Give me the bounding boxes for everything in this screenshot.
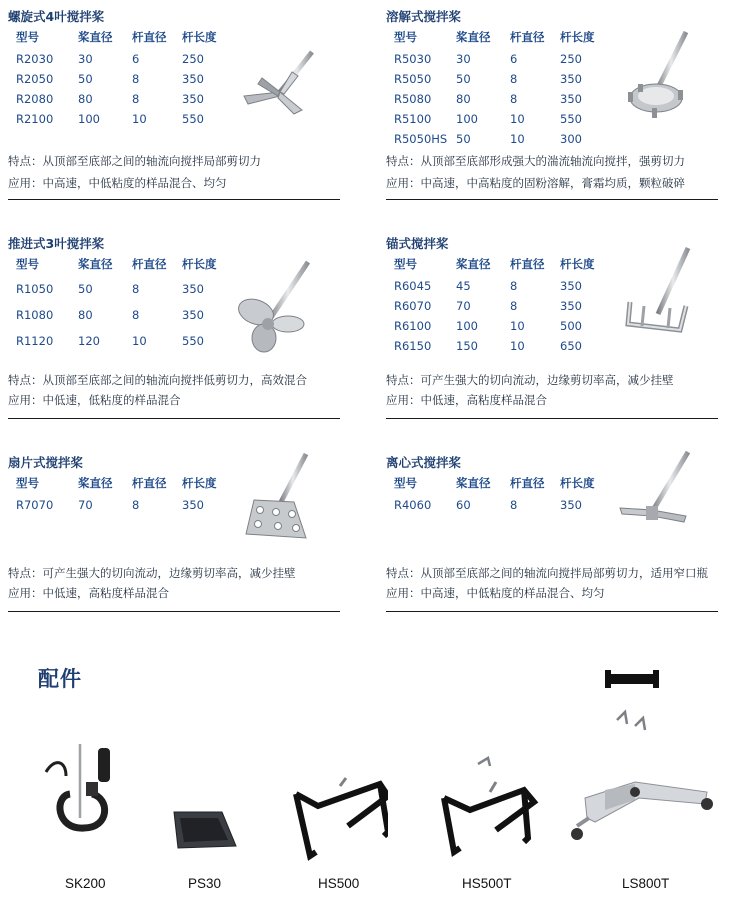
- feature-text: 特点：可产生强大的切向流动，边缘剪切率高，减少挂壁: [386, 373, 674, 387]
- divider: [8, 418, 340, 419]
- cell-impeller-diameter: 30: [456, 52, 471, 66]
- cell-impeller-diameter: 80: [456, 92, 471, 106]
- spec-table: [16, 29, 232, 129]
- cell-shaft-diameter: 10: [132, 112, 147, 126]
- cell-shaft-diameter: 8: [510, 279, 518, 293]
- header-shaft-diameter: 杆直径: [510, 476, 545, 490]
- cell-shaft-diameter: 10: [132, 334, 147, 348]
- table-row: [16, 328, 232, 354]
- cell-model: R5100: [394, 112, 432, 126]
- cell-shaft-length: 350: [560, 72, 582, 86]
- cell-impeller-diameter: 30: [78, 52, 93, 66]
- cell-shaft-length: 550: [560, 112, 582, 126]
- divider: [386, 611, 718, 612]
- header-impeller-diameter: 桨直径: [456, 476, 491, 490]
- cell-shaft-diameter: 8: [132, 92, 140, 106]
- header-impeller-diameter: 桨直径: [456, 257, 491, 271]
- table-row: [16, 302, 232, 328]
- header-impeller-diameter: 桨直径: [78, 257, 113, 271]
- divider: [8, 199, 340, 200]
- header-shaft-length: 杆长度: [560, 30, 595, 44]
- accessory-label-hs500t: HS500T: [462, 876, 512, 891]
- ls800t-image: [565, 650, 720, 860]
- divider: [8, 611, 340, 612]
- hs500t-image: [440, 662, 540, 862]
- table-row: [394, 49, 610, 69]
- cell-shaft-diameter: 8: [510, 498, 518, 512]
- cell-model: R6150: [394, 339, 432, 353]
- accessory-label-sk200: SK200: [65, 876, 106, 891]
- divider: [386, 199, 718, 200]
- header-impeller-diameter: 桨直径: [78, 476, 113, 490]
- cell-shaft-diameter: 8: [132, 72, 140, 86]
- cell-model: R5080: [394, 92, 432, 106]
- cell-shaft-length: 250: [560, 52, 582, 66]
- cell-shaft-length: 350: [182, 72, 204, 86]
- cell-model: R6100: [394, 319, 432, 333]
- header-model: 型号: [394, 476, 417, 490]
- cell-model: R5050HS: [394, 132, 448, 146]
- block-title: 推进式3叶搅拌桨: [8, 236, 105, 251]
- cell-model: R7070: [16, 498, 54, 512]
- spec-header-row: [394, 475, 610, 495]
- cell-shaft-length: 350: [182, 308, 204, 322]
- cell-shaft-diameter: 8: [132, 498, 140, 512]
- cell-shaft-length: 350: [182, 498, 204, 512]
- cell-shaft-length: 350: [182, 282, 204, 296]
- cell-impeller-diameter: 45: [456, 279, 471, 293]
- cell-shaft-length: 250: [182, 52, 204, 66]
- block-title: 扇片式搅拌桨: [8, 455, 84, 470]
- cell-shaft-diameter: 8: [132, 308, 140, 322]
- cell-impeller-diameter: 120: [78, 334, 100, 348]
- header-impeller-diameter: 桨直径: [456, 30, 491, 44]
- header-shaft-length: 杆长度: [182, 30, 217, 44]
- cell-model: R1050: [16, 282, 54, 296]
- application-text: 应用：中高速，中高粘度的固粉溶解，膏霜均质，颗粒破碎: [386, 176, 685, 190]
- cell-shaft-length: 650: [560, 339, 582, 353]
- cell-model: R2050: [16, 72, 54, 86]
- propeller-impeller-image: [232, 258, 317, 358]
- header-shaft-length: 杆长度: [560, 257, 595, 271]
- table-row: [16, 89, 232, 109]
- header-model: 型号: [16, 257, 39, 271]
- cell-shaft-diameter: 10: [510, 112, 525, 126]
- header-shaft-diameter: 杆直径: [510, 257, 545, 271]
- spec-header-row: [16, 475, 232, 495]
- header-shaft-length: 杆长度: [560, 476, 595, 490]
- spec-table: [394, 29, 610, 149]
- block-title: 离心式搅拌桨: [386, 455, 462, 470]
- header-shaft-diameter: 杆直径: [510, 30, 545, 44]
- application-text: 应用：中低速，低粘度的样品混合: [8, 393, 181, 407]
- application-text: 应用：中低速，高粘度样品混合: [8, 586, 169, 600]
- header-model: 型号: [394, 30, 417, 44]
- block-title: 螺旋式4叶搅拌桨: [8, 9, 105, 24]
- anchor-impeller-image: [620, 244, 695, 339]
- feature-text: 特点：从顶部至底部之间的轴流向搅拌低剪切力，高效混合: [8, 373, 307, 387]
- table-row: [16, 109, 232, 129]
- cell-model: R2100: [16, 112, 54, 126]
- spec-header-row: [16, 29, 232, 49]
- centrifugal-impeller-image: [616, 450, 696, 540]
- spec-header-row: [394, 256, 610, 276]
- table-row: [394, 109, 610, 129]
- cell-model: R5030: [394, 52, 432, 66]
- cell-impeller-diameter: 150: [456, 339, 478, 353]
- cell-impeller-diameter: 100: [456, 319, 478, 333]
- divider: [386, 418, 718, 419]
- cell-impeller-diameter: 50: [78, 72, 93, 86]
- cell-model: R2030: [16, 52, 54, 66]
- cell-model: R2080: [16, 92, 54, 106]
- dissolver-impeller-image: [622, 30, 692, 120]
- cell-impeller-diameter: 80: [78, 308, 93, 322]
- cell-shaft-diameter: 8: [510, 92, 518, 106]
- spec-table: [16, 475, 232, 515]
- cell-impeller-diameter: 50: [78, 282, 93, 296]
- cell-impeller-diameter: 100: [456, 112, 478, 126]
- table-row: [394, 316, 610, 336]
- accessory-label-ls800t: LS800T: [622, 876, 670, 891]
- header-shaft-diameter: 杆直径: [132, 476, 167, 490]
- cell-shaft-length: 300: [560, 132, 582, 146]
- fan-blade-impeller-image: [240, 452, 315, 547]
- header-model: 型号: [394, 257, 417, 271]
- cell-impeller-diameter: 100: [78, 112, 100, 126]
- table-row: [394, 129, 610, 149]
- table-row: [16, 495, 232, 515]
- cell-shaft-diameter: 8: [510, 299, 518, 313]
- table-row: [394, 69, 610, 89]
- header-shaft-diameter: 杆直径: [132, 257, 167, 271]
- cell-shaft-length: 500: [560, 319, 582, 333]
- cell-shaft-length: 350: [560, 299, 582, 313]
- header-shaft-length: 杆长度: [182, 476, 217, 490]
- cell-shaft-length: 350: [560, 92, 582, 106]
- accessories-title: 配件: [38, 667, 82, 691]
- cell-impeller-diameter: 60: [456, 498, 471, 512]
- application-text: 应用：中低速，高粘度样品混合: [386, 393, 547, 407]
- cell-impeller-diameter: 80: [78, 92, 93, 106]
- cell-shaft-diameter: 10: [510, 132, 525, 146]
- cell-shaft-diameter: 6: [132, 52, 140, 66]
- spec-header-row: [394, 29, 610, 49]
- sk200-image: [40, 738, 120, 838]
- cell-impeller-diameter: 50: [456, 72, 471, 86]
- table-row: [16, 276, 232, 302]
- block-title: 锚式搅拌桨: [386, 236, 449, 251]
- cell-impeller-diameter: 50: [456, 132, 471, 146]
- cell-model: R1120: [16, 334, 54, 348]
- cell-shaft-diameter: 10: [510, 339, 525, 353]
- cell-shaft-diameter: 6: [510, 52, 518, 66]
- cell-model: R1080: [16, 308, 54, 322]
- header-model: 型号: [16, 30, 39, 44]
- table-row: [16, 69, 232, 89]
- table-row: [394, 89, 610, 109]
- header-shaft-diameter: 杆直径: [132, 30, 167, 44]
- cell-model: R4060: [394, 498, 432, 512]
- cell-model: R6070: [394, 299, 432, 313]
- hs500-image: [288, 666, 388, 866]
- cell-shaft-length: 350: [560, 498, 582, 512]
- ps30-image: [170, 684, 240, 854]
- application-text: 应用：中高速，中低粘度的样品混合、均匀: [8, 176, 227, 190]
- table-row: [16, 49, 232, 69]
- spec-table: [394, 256, 610, 356]
- cell-shaft-length: 550: [182, 334, 204, 348]
- spec-header-row: [16, 256, 232, 276]
- accessory-label-hs500: HS500: [318, 876, 360, 891]
- cell-shaft-length: 350: [560, 279, 582, 293]
- table-row: [394, 296, 610, 316]
- cell-shaft-diameter: 8: [132, 282, 140, 296]
- accessory-label-ps30: PS30: [188, 876, 222, 891]
- feature-text: 特点：从顶部至底部之间的轴流向搅拌局部剪切力: [8, 154, 261, 168]
- header-impeller-diameter: 桨直径: [78, 30, 113, 44]
- table-row: [394, 336, 610, 356]
- header-shaft-length: 杆长度: [182, 257, 217, 271]
- block-title: 溶解式搅拌桨: [386, 9, 462, 24]
- cell-shaft-diameter: 10: [510, 319, 525, 333]
- spiral-impeller-image: [240, 48, 320, 118]
- application-text: 应用：中高速，中低粘度的样品混合、均匀: [386, 586, 605, 600]
- feature-text: 特点：从顶部至底部之间的轴流向搅拌局部剪切力，适用窄口瓶: [386, 566, 708, 580]
- cell-impeller-diameter: 70: [78, 498, 93, 512]
- cell-impeller-diameter: 70: [456, 299, 471, 313]
- header-model: 型号: [16, 476, 39, 490]
- spec-table: [394, 475, 610, 515]
- feature-text: 特点：可产生强大的切向流动，边缘剪切率高，减少挂壁: [8, 566, 296, 580]
- cell-shaft-length: 550: [182, 112, 204, 126]
- cell-shaft-length: 350: [182, 92, 204, 106]
- table-row: [394, 495, 610, 515]
- table-row: [394, 276, 610, 296]
- spec-table: [16, 256, 232, 354]
- cell-model: R6045: [394, 279, 432, 293]
- cell-shaft-diameter: 8: [510, 72, 518, 86]
- feature-text: 特点：从顶部至底部形成强大的湍流轴流向搅拌，强剪切力: [386, 154, 685, 168]
- cell-model: R5050: [394, 72, 432, 86]
